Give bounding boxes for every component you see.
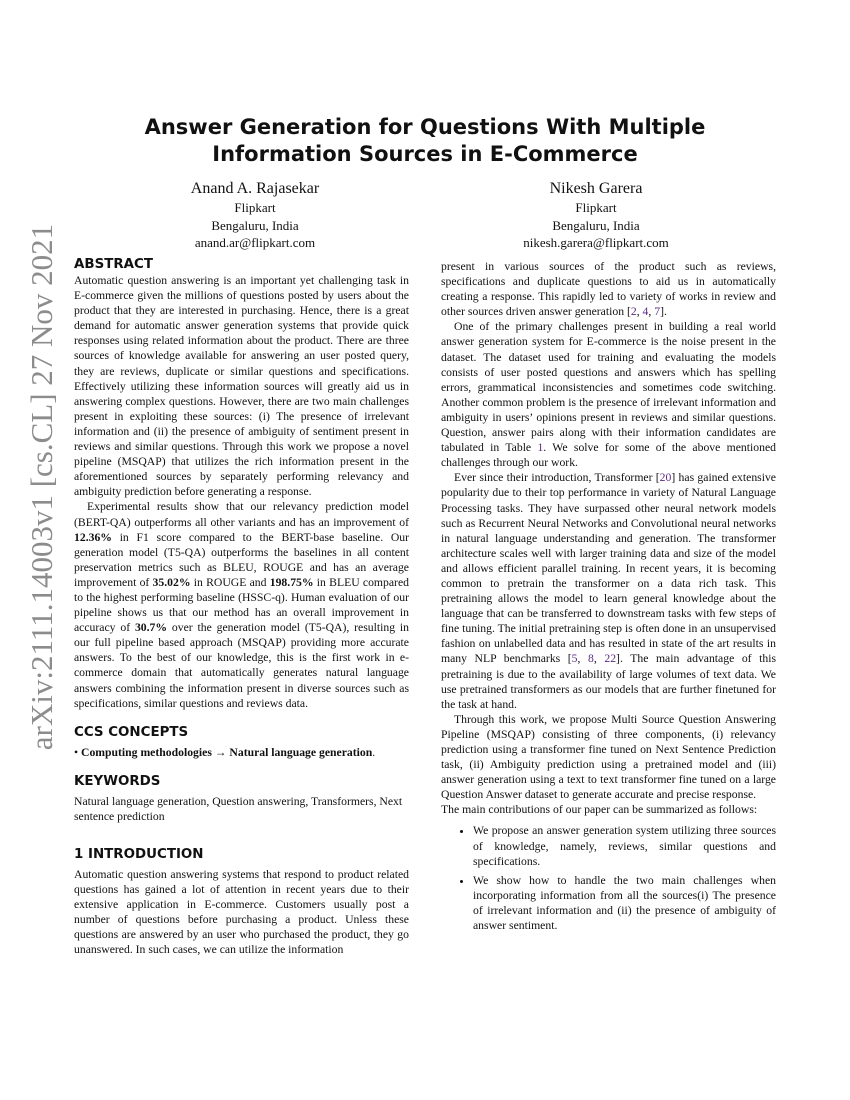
paper-title: Answer Generation for Questions With Multiple Information Sources in E-Commerce — [144, 115, 706, 166]
intro-paragraph-4: Through this work, we propose Multi Source Question Answering Pipeline (MSQAP) consisting of three components, (i) relevancy prediction using a transformer fine tuned on Next Sentence Prediction task, (ii) Ambiguity prediction using a pretrained model and (iii) answer generation using a text to text transformer fine tuned on a large Question Answer dataset to generate accurate and precise response. — [441, 712, 776, 802]
author-affiliation: Flipkart — [575, 200, 617, 215]
author-name: Anand A. Rajasekar — [190, 180, 320, 197]
author-affiliation: Flipkart — [234, 200, 276, 215]
intro-paragraph-continued: present in various sources of the product such as reviews, specifications and duplicate questions to aid us in automatically creating a response. This rapidly led to variety of works in review and other sources driven answer generation [2, 4, 7]. — [441, 260, 776, 319]
intro-paragraph-2: One of the primary challenges present in building a real world answer generation system for E-commerce is the noise present in the dataset. The dataset used for training and evaluating the models consists of user posted questions and answers which has spelling errors, grammatical inconsistencies and sometimes code switching. Another common problem is the presence of irrelevant information and ambiguity in users’ opinions present in reviews and similar questions. Question, answer pairs along with their information candidates are tabulated in Table 1. We solve for some of the above mentioned challenges through our work. — [441, 320, 776, 470]
abstract-paragraph-1: Automatic question answering is an important yet challenging task in E-commerce given the millions of questions posted by users about the product that they are interested in purchasing. Hence, there is a great demand for automatic answer generation systems that provide quick responses using related information about the product. There are three sources of knowledge available for answering an user posted query, they are reviews, duplicate or similar questions and specifications. Effectively utilizing these information sources will greatly aid us in answering complex questions. However, there are two main challenges present in exploiting these sources: (i) The presence of irrelevant information and (ii) the presence of ambiguity of sentiment present in reviews and similar questions. Through this work we propose a novel pipeline (MSQAP) that utilizes the rich information present in the aforementioned sources by separately performing relevancy and ambiguity prediction before generating a response. — [74, 274, 409, 499]
author-email[interactable]: anand.ar@flipkart.com — [194, 235, 316, 251]
citation-link[interactable]: 5 — [571, 652, 578, 666]
citation-link[interactable]: 20 — [659, 471, 672, 485]
right-column — [441, 259, 776, 937]
author-2 — [476, 178, 716, 252]
author-name: Nikesh Garera — [549, 180, 643, 197]
arxiv-watermark — [22, 223, 62, 751]
citation-link[interactable]: 4 — [642, 305, 649, 319]
contributions-list — [441, 823, 776, 933]
citation-link[interactable]: 7 — [654, 305, 661, 319]
author-location: Bengaluru, India — [211, 217, 299, 233]
abstract-heading: ABSTRACT — [74, 257, 153, 272]
author-1 — [135, 178, 375, 252]
citation-link[interactable]: 2 — [630, 305, 637, 319]
author-email[interactable]: nikesh.garera@flipkart.com — [523, 235, 669, 251]
keywords-text: Natural language generation, Question answering, Transformers, Next sentence prediction — [74, 794, 403, 823]
list-item: • We show how to handle the two main challenges when incorporating information from all the sources(i) The presence of irrelevant information and (ii) the presence of ambiguity of answer sentiment. — [473, 873, 776, 933]
keywords-heading: KEYWORDS — [74, 773, 161, 789]
table-ref-link[interactable]: 1 — [537, 441, 544, 455]
intro-paragraph-3: Ever since their introduction, Transformer [20] has gained extensive popularity due to their top performance in variety of Natural Language Processing tasks. They have surpassed other neural network models such as Recurrent Neural Networks and Convolutional neural networks in natural language understanding and generation. The transformer architecture scales well with larger training data and size of the model and allows efficient parallel training. In recent years, it is becoming common to pretrain the transformer on a data rich task. This pretraining allows the model to learn general knowledge about the language that can be transferred to downstream tasks with few steps of fine tuning. The initial pretraining step is often done in an unsupervised fashion on unlabelled data and has resulted in state of the art results in many NLP benchmarks [5, 8, 22]. The main advantage of this pretraining is due to the availability of large volumes of text data. We use pretrained transformers as our models that are further finetuned for the task at hand. — [441, 471, 777, 711]
ccs-concepts: • Computing methodologies → Natural language generation. — [74, 745, 376, 759]
citation-link[interactable]: 8 — [588, 652, 594, 666]
author-location: Bengaluru, India — [552, 217, 640, 233]
left-column — [74, 256, 409, 958]
ccs-heading: CCS CONCEPTS — [74, 724, 189, 740]
introduction-paragraph-1: Automatic question answering systems that respond to product related questions has gained a lot of attention in recent years due to their extensive application in E-commerce. Customers usually post a number of questions before purchasing a product. Unless these questions are answered by an user who purchased the product, they go unanswered. In such cases, we can utilize the information — [74, 868, 409, 957]
arxiv-id: arXiv:2111.14003v1 [cs.CL] 27 Nov 2021 — [24, 223, 59, 751]
intro-paragraph-5: The main contributions of our paper can be summarized as follows: — [441, 803, 758, 817]
citation-link[interactable]: 22 — [604, 652, 617, 666]
introduction-heading: 1 INTRODUCTION — [74, 847, 204, 862]
list-item: • We propose an answer generation system utilizing three sources of knowledge, namely, reviews, similar questions and specifications. — [473, 823, 776, 868]
abstract-paragraph-2: Experimental results show that our relevancy prediction model (BERT-QA) outperforms all other variants and has an improvement of 12.36% in F1 score compared to the BERT-base baseline. Our generation model (T5-QA) outperforms the baselines in all content preservation metrics such as BLEU, ROUGE and has an average improvement of 35.02% in ROUGE and 198.75% in BLEU compared to the highest performing baseline (HSSC-q). Human evaluation of our pipeline shows us that our method has an overall improvement in accuracy of 30.7% over the generation model (T5-QA), resulting in our full pipeline based approach (MSQAP) providing more accurate answers. To the best of our knowledge, this is the first work in e-commerce domain that automatically generates natural language answers combining the information present in diverse sources such as specifications, similar questions and reviews data. — [74, 500, 409, 710]
